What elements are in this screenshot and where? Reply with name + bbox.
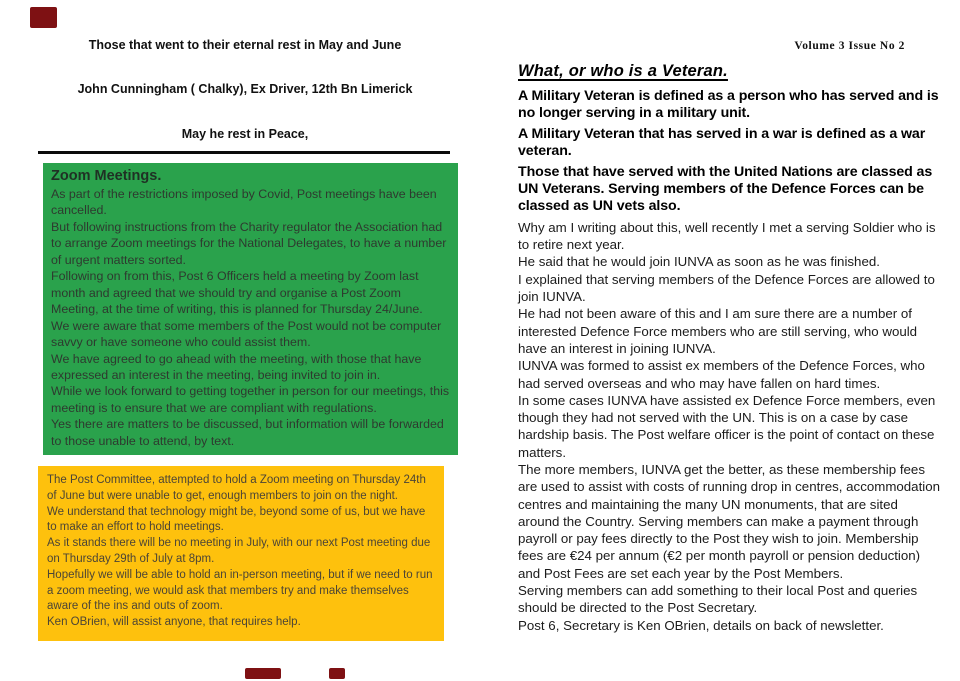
green-box-paragraph: We were aware that some members of the Post would not be computer savvy or have someone who could assist them. (51, 318, 442, 350)
red-print-mark-bottom-right (329, 668, 345, 679)
red-print-mark-bottom-left (245, 668, 281, 679)
memorial-rest-in-peace-line: May he rest in Peace, (181, 127, 309, 141)
yellow-box-paragraph: We understand that technology might be, beyond some of us, but we have to make an effort to hold meetings. (47, 505, 426, 534)
yellow-box-paragraph: Ken OBrien, will assist anyone, that requires help. (47, 616, 301, 629)
article-paragraph: Post 6, Secretary is Ken OBrien, details on back of newsletter. (518, 617, 884, 633)
green-box-paragraph: Following on from this, Post 6 Officers held a meeting by Zoom last month and agreed that we should try and organise a Post Zoom Meeting, at the time of writing, this is planned for Thursday 24/June. (51, 269, 423, 317)
green-box-paragraph: As part of the restrictions imposed by Covid, Post meetings have been cancelled. (51, 187, 437, 218)
article-bold-paragraph: A Military Veteran is defined as a person who has served and is no longer serving in a military unit. (518, 88, 939, 122)
memorial-heading: Those that went to their eternal rest in May and June (88, 38, 402, 52)
yellow-box-paragraph: As it stands there will be no meeting in July, with our next Post meeting due on Thursday 29th of July at 8pm. (47, 537, 431, 565)
article-paragraph: He had not been aware of this and I am sure there are a number of interested Defence Force members who are still serving, who would have an interest in joining IUNVA. (518, 306, 918, 356)
article-bold-paragraph: Those that have served with the United Nations are classed as UN Veterans. Serving members of the Defence Forces can be classed as UN vets also. (518, 163, 933, 215)
green-box-paragraph: While we look forward to getting together in person for our meetings, this meeting is to ensure that we are compliant with regulations. (51, 384, 450, 415)
article-paragraph: In some cases IUNVA have assisted ex Defence Force members, even though they had not served with the UN. This is on a case by case hardship basis. The Post welfare officer is the point of contact on these matters. (518, 392, 936, 460)
green-box-title: Zoom Meetings. (51, 168, 162, 184)
red-print-mark-top-left (30, 7, 57, 28)
issue-label: Volume 3 Issue No 2 (794, 40, 905, 52)
post-committee-notice-box (38, 466, 444, 641)
green-box-paragraph: But following instructions from the Charity regulator the Association had to arrange Zoom meetings for the National Delegates, to have a number of urgent matters sorted. (51, 219, 447, 267)
green-box-paragraph: Yes there are matters to be discussed, but information will be forwarded to those unable to attend, by text. (51, 417, 444, 448)
article-paragraph: IUNVA was formed to assist ex members of the Defence Forces, who had served overseas and who may have fallen on hard times. (518, 358, 925, 391)
memorial-name-line: John Cunningham ( Chalky), Ex Driver, 12th Bn Limerick (77, 82, 413, 96)
article-paragraph: I explained that serving members of the Defence Forces are allowed to join IUNVA. (518, 271, 935, 305)
yellow-box-paragraph: Hopefully we will be able to hold an in-person meeting, but if we need to run a zoom meeting, we would ask that members try and make themselves aware of the ins and outs of zoom. (47, 568, 433, 613)
article-paragraph: The more members, IUNVA get the better, as these membership fees are used to assist with costs of running drop in centres, accommodation centres and maintaining the many UN monuments, that are sited around the Country. Serving members can make a payment through payroll or pay fees directly to the Post they wish to join. Membership fees are €24 per annum (€2 per month payroll or pension deduction) and Post Fees are set each year by the Post Members. (518, 462, 941, 581)
yellow-box-paragraph: The Post Committee, attempted to hold a Zoom meeting on Thursday 24th of June but were unable to get, enough members to join on the night. (47, 474, 426, 502)
article-bold-paragraph: A Military Veteran that has served in a war is defined as a war veteran. (518, 125, 926, 160)
article-paragraph: He said that he would join IUNVA as soon as he was finished. (518, 254, 880, 270)
article-paragraph: Why am I writing about this, well recently I met a serving Soldier who is to retire next year. (518, 219, 936, 253)
green-box-paragraph: We have agreed to go ahead with the meeting, with those that have expressed an interest in the meeting, being invited to join in. (51, 351, 422, 382)
article-paragraph: Serving members can add something to their local Post and queries should be directed to the Post Secretary. (518, 583, 918, 616)
veteran-article (518, 62, 942, 634)
zoom-meetings-notice-box (43, 163, 458, 455)
horizontal-rule (38, 151, 450, 154)
article-title: What, or who is a Veteran. (518, 62, 728, 80)
